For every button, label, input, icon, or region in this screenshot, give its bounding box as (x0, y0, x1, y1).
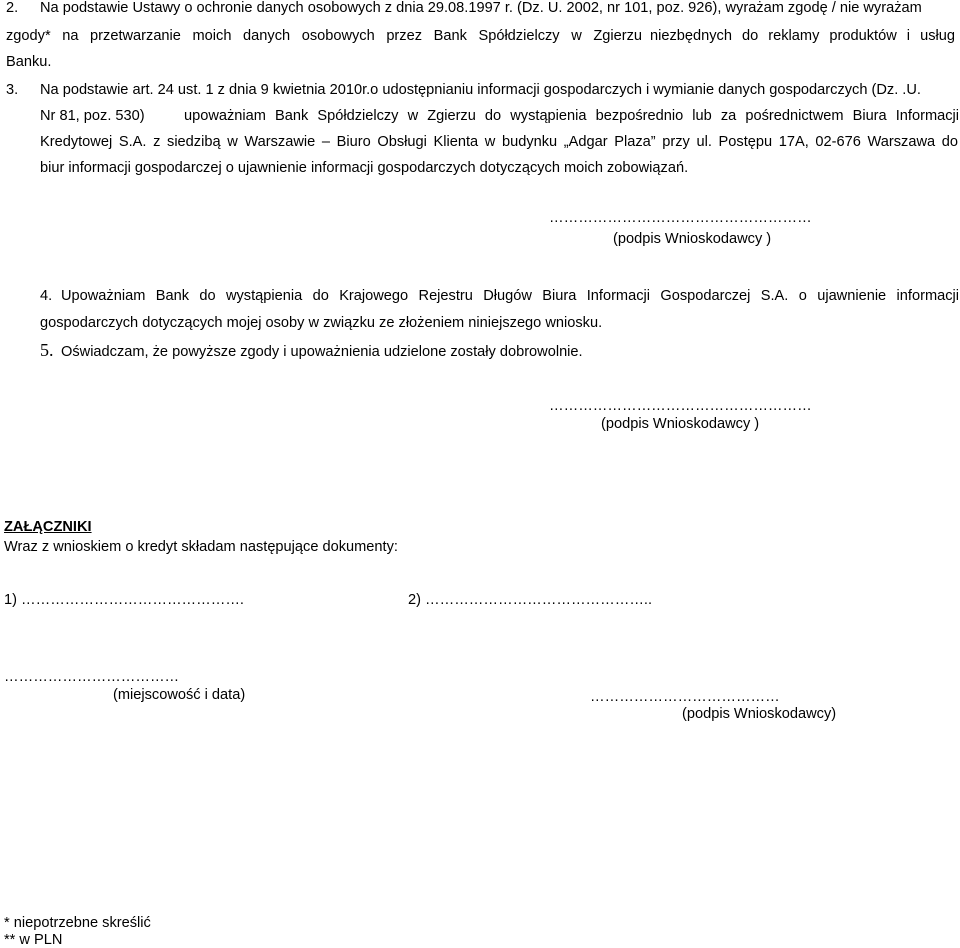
item-3-line-1: Na podstawie art. 24 ust. 1 z dnia 9 kwietnia 2010r.o udostępnianiu informacji gospodarczych i wymianie danych gospodarczych (Dz. .U. (40, 82, 921, 98)
applicant-signature-label: (podpis Wnioskodawcy) (682, 706, 837, 722)
item-3-line-4: biur informacji gospodarczej o ujawnienie informacji gospodarczych dotyczących moich zobowiązań. (40, 160, 689, 176)
signature-2-dots: ……………………………………………… (549, 398, 812, 414)
item-2-line-2b: niezbędnych do reklamy produktów i usług (650, 28, 955, 44)
item-3-line-3: Kredytowej S.A. z siedzibą w Warszawie – Biuro Obsługi Klienta w budynku „Adgar Plaza” przy ul. Postępu 17A, 02-676 Warszawa do (40, 134, 958, 150)
footnote-1: * niepotrzebne skreślić (4, 915, 151, 931)
item-4-number: 4. (40, 288, 53, 304)
signature-1-label: (podpis Wnioskodawcy ) (613, 231, 772, 247)
applicant-signature-dots: ………………………………… (590, 689, 780, 705)
item-2-line-1: Na podstawie Ustawy o ochronie danych osobowych z dnia 29.08.1997 r. (Dz. U. 2002, nr 101, poz. 926), wyrażam zgodę / nie wyrażam (40, 0, 922, 16)
signature-1-dots: ……………………………………………… (549, 210, 812, 226)
place-date-label: (miejscowość i data) (113, 687, 246, 703)
signature-2-label: (podpis Wnioskodawcy ) (601, 416, 760, 432)
item-5-number: 5. (40, 340, 54, 360)
item-3-number: 3. (6, 82, 19, 98)
attachment-item-2: 2) ……………………………………….. (408, 592, 653, 608)
attachment-item-1: 1) ………………………………………. (4, 592, 244, 608)
place-date-dots: ……………………………… (4, 669, 180, 685)
item-2-number: 2. (6, 0, 19, 16)
item-3-line-2a: Nr 81, poz. 530) (40, 108, 145, 124)
item-5-line-1: Oświadczam, że powyższe zgody i upoważnienia udzielone zostały dobrowolnie. (61, 344, 583, 360)
attachments-heading: ZAŁĄCZNIKI (4, 519, 92, 535)
attachments-intro: Wraz z wnioskiem o kredyt składam następujące dokumenty: (4, 539, 398, 555)
item-4-line-1: Upoważniam Bank do wystąpienia do Krajowego Rejestru Długów Biura Informacji Gospodarczej S.A. o ujawnienie informacji (61, 288, 959, 304)
item-4-line-2: gospodarczych dotyczących mojej osoby w związku ze złożeniem niniejszego wniosku. (40, 315, 603, 331)
item-2-line-3: Banku. (6, 54, 52, 70)
footnote-2: ** w PLN (4, 932, 63, 948)
item-2-line-2a: zgody* na przetwarzanie moich danych osobowych przez Bank Spółdzielczy w Zgierzu (6, 28, 642, 44)
item-3-line-2b: upoważniam Bank Spółdzielczy w Zgierzu do wystąpienia bezpośrednio lub za pośrednictwem Biura Informacji (184, 108, 959, 124)
